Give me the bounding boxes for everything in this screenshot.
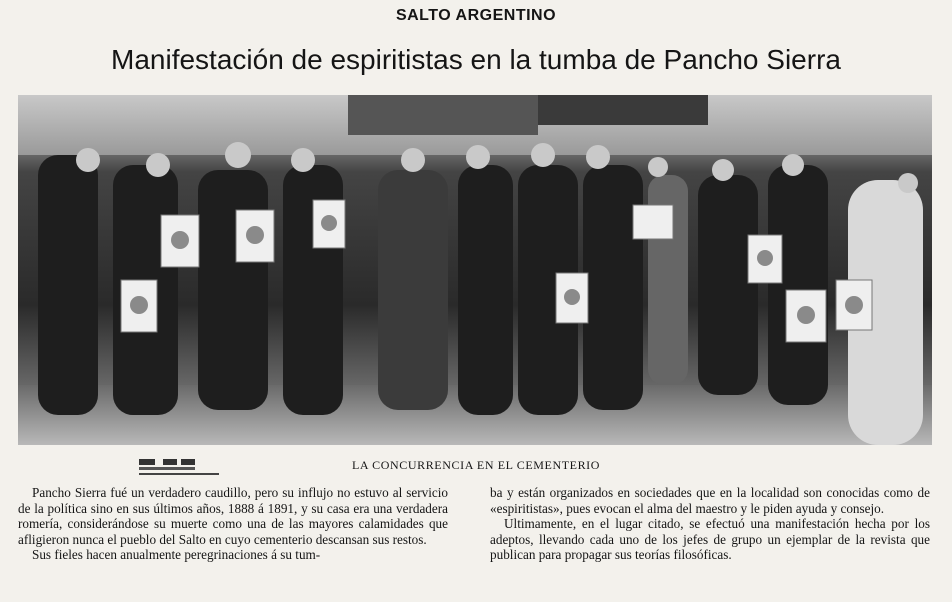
section-title: SALTO ARGENTINO bbox=[395, 7, 557, 24]
paragraph: Pancho Sierra fué un verdadero caudillo, pero su influjo no estuvo al servicio de la política sino en sus últimos años, 1888 á 1891, y su casa era una verdadera romería, considerándose su muerte como una de las mayores calamidades que afligieron nunca el pueblo del Salto en cuyo cementerio descansan sus restos. bbox=[18, 485, 448, 547]
photo-caption: LA CONCURRENCIA EN EL CEMENTERIO bbox=[351, 458, 601, 472]
article-column-1 bbox=[18, 485, 448, 563]
paragraph: Sus fieles hacen anualmente peregrinaciones á su tum- bbox=[32, 547, 321, 563]
paragraph: ba y están organizados en sociedades que en la localidad son conocidas como de «espiritistas», pues evocan el alma del maestro y le piden ayuda y consejo. bbox=[490, 485, 930, 516]
article-column-2 bbox=[490, 485, 930, 563]
group-photograph bbox=[18, 95, 932, 445]
paragraph: Ultimamente, en el lugar citado, se efectuó una manifestación hecha por los adeptos, llevando cada uno de los jefes de grupo un ejemplar de la revista que publican para propagar sus teorías filosóficas. bbox=[490, 516, 930, 563]
headline: Manifestación de espiritistas en la tumba de Pancho Sierra bbox=[111, 44, 841, 75]
